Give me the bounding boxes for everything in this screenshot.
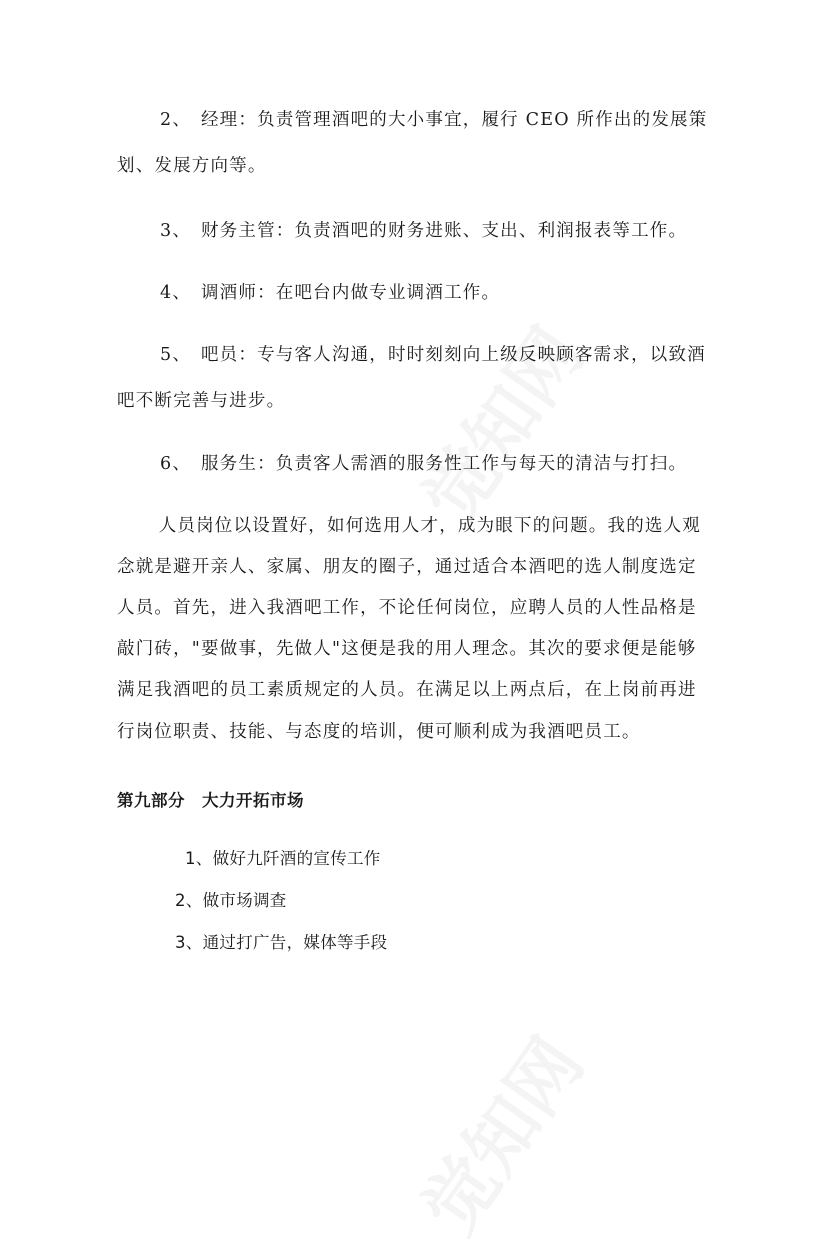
market-item: 1、做好九阡酒的宣传工作 <box>185 849 381 868</box>
paragraph-line: 满足我酒吧的员工素质规定的人员。在满足以上两点后，在上岗前再进 <box>117 680 697 700</box>
watermark <box>393 304 602 541</box>
market-item: 2、做市场调查 <box>175 891 287 910</box>
paragraph-line: 人员。首先，进入我酒吧工作，不论任何岗位，应聘人员的人性品格是 <box>117 598 697 618</box>
paragraph-line: 念就是避开亲人、家属、朋友的圈子，通过适合本酒吧的选人制度选定 <box>117 557 697 577</box>
role-item-finance: 3、 财务主管：负责酒吧的财务进账、支出、利润报表等工作。 <box>160 221 688 241</box>
paragraph-line: 人员岗位以设置好，如何选用人才，成为眼下的问题。我的选人观 <box>140 516 701 536</box>
watermark <box>393 1014 602 1250</box>
role-item-manager: 2、 经理：负责管理酒吧的大小事宜，履行 CEO 所作出的发展策 <box>160 110 708 130</box>
market-item: 3、通过打广告，媒体等手段 <box>175 933 388 952</box>
role-item-bar-staff: 5、 吧员：专与客人沟通，时时刻刻向上级反映顾客需求，以致酒 <box>160 345 706 365</box>
role-item-waiter: 6、 服务生：负责客人需酒的服务性工作与每天的清洁与打扫。 <box>160 454 688 474</box>
section-heading: 第九部分 大力开拓市场 <box>117 791 304 810</box>
paragraph-line: 敲门砖，"要做事，先做人"这便是我的用人理念。其次的要求便是能够 <box>117 639 697 659</box>
role-item-manager-cont: 划、发展方向等。 <box>117 156 267 176</box>
role-item-bartender: 4、 调酒师：在吧台内做专业调酒工作。 <box>160 283 501 303</box>
paragraph-line: 行岗位职责、技能、与态度的培训，便可顺利成为我酒吧员工。 <box>117 722 641 742</box>
role-item-bar-staff-cont: 吧不断完善与进步。 <box>117 391 286 411</box>
